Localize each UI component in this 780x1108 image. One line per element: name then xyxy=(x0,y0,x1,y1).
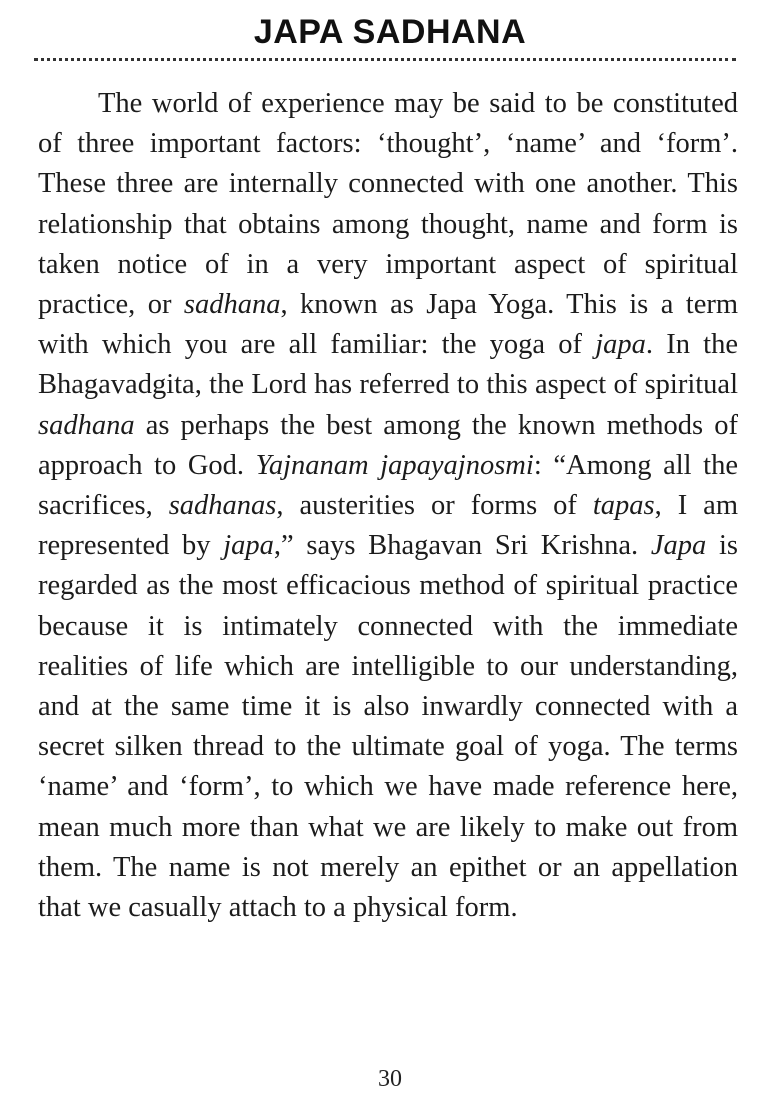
body-paragraph xyxy=(38,84,738,928)
text-run: , austerities or forms of xyxy=(276,490,593,522)
text-run: The world of experience may be said to be constituted of three important factors: ‘thought’, ‘name’ and ‘form’. These three are internally connected with one another. This relationship that obtains among thought, name and form is taken notice of in a very important aspect of spiritual practice, or xyxy=(38,88,738,321)
italic-term: sadhana xyxy=(38,409,135,441)
italic-term: japa xyxy=(223,530,274,562)
dotted-divider xyxy=(34,58,736,61)
italic-term: tapas xyxy=(592,490,655,522)
italic-term: Japa xyxy=(650,530,707,562)
text-run: : “Among all the sacrifices, xyxy=(38,449,738,522)
text-run: . In the Bhagavadgita, the Lord has referred to this aspect of spiritual xyxy=(38,329,738,401)
chapter-title: JAPA SADHANA xyxy=(253,13,527,51)
text-run: , known as Japa Yoga. This is a term with which you are all familiar: the yoga of xyxy=(38,289,738,361)
italic-term: sadhana xyxy=(183,289,281,321)
text-run: is regarded as the most efficacious method of spiritual practice because it is intimately connected with the immediate realities of life which are intelligible to our understanding, and at the same time it is also inwardly connected with a secret silken thread to the ultimate goal of yoga. The terms ‘name’ and ‘form’, to which we have made reference here, mean much more than what we are likely to make out from them. The name is not merely an epithet or an appellation that we casually attach to a physical form. xyxy=(38,530,738,924)
text-run: , I am represented by xyxy=(38,490,738,562)
italic-term: Yajnanam japayajnosmi xyxy=(255,449,534,481)
italic-term: sadhanas xyxy=(168,490,277,522)
text-run: as perhaps the best among the known methods of approach to God. xyxy=(38,409,738,481)
text-run: ,” says Bhagavan Sri Krishna. xyxy=(273,530,651,562)
page-number: 30 xyxy=(378,1066,402,1092)
italic-term: japa xyxy=(595,329,646,361)
